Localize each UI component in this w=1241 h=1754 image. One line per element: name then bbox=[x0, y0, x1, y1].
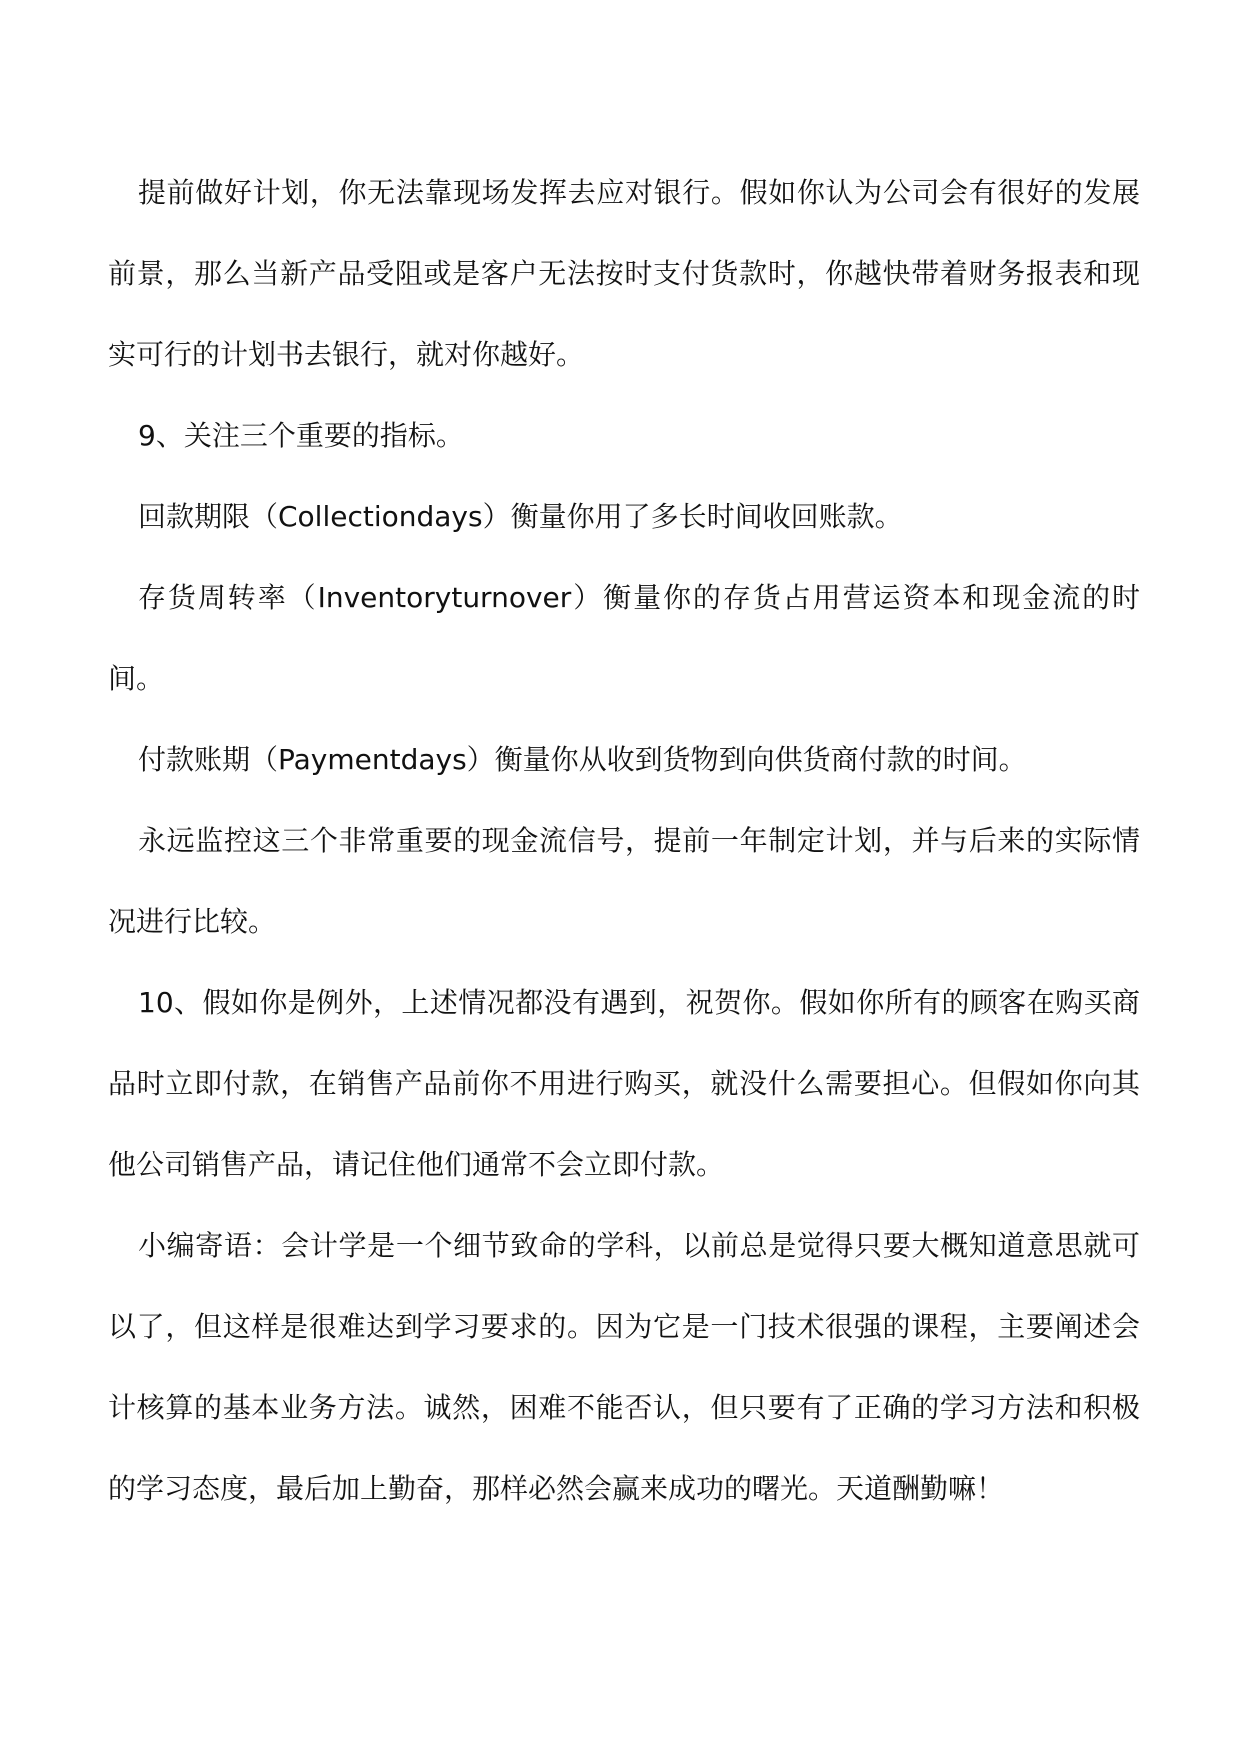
paragraph-editor-note: 小编寄语：会计学是一个细节致命的学科，以前总是觉得只要大概知道意思就可以了，但这样是很难达到学习要求的。因为它是一门技术很强的课程，主要阐述会计核算的基本业务方法。诚然，困难不能否认，但只要有了正确的学习方法和积极的学习态度，最后加上勤奋，那样必然会赢来成功的曙光。天道酬勤嘛！ bbox=[108, 1229, 1140, 1505]
paragraph-inventory-turnover: 存货周转率（Inventoryturnover）衡量你的存货占用营运资本和现金流的时间。 bbox=[108, 581, 1140, 695]
paragraph-monitor-signals: 永远监控这三个非常重要的现金流信号，提前一年制定计划，并与后来的实际情况进行比较。 bbox=[108, 824, 1140, 938]
paragraph-payment-days: 付款账期（Paymentdays）衡量你从收到货物到向供货商付款的时间。 bbox=[138, 743, 1027, 776]
paragraph-heading-9: 9、关注三个重要的指标。 bbox=[138, 419, 464, 452]
paragraph-collection-days: 回款期限（Collectiondays）衡量你用了多长时间收回账款。 bbox=[138, 500, 903, 533]
paragraph-plan-ahead: 提前做好计划，你无法靠现场发挥去应对银行。假如你认为公司会有很好的发展前景，那么当新产品受阻或是客户无法按时支付货款时，你越快带着财务报表和现实可行的计划书去银行，就对你越好。 bbox=[108, 176, 1140, 371]
paragraph-heading-10: 10、假如你是例外，上述情况都没有遇到，祝贺你。假如你所有的顾客在购买商品时立即付款，在销售产品前你不用进行购买，就没什么需要担心。但假如你向其他公司销售产品，请记住他们通常不会立即付款。 bbox=[108, 986, 1140, 1181]
document-body bbox=[108, 152, 1140, 1529]
